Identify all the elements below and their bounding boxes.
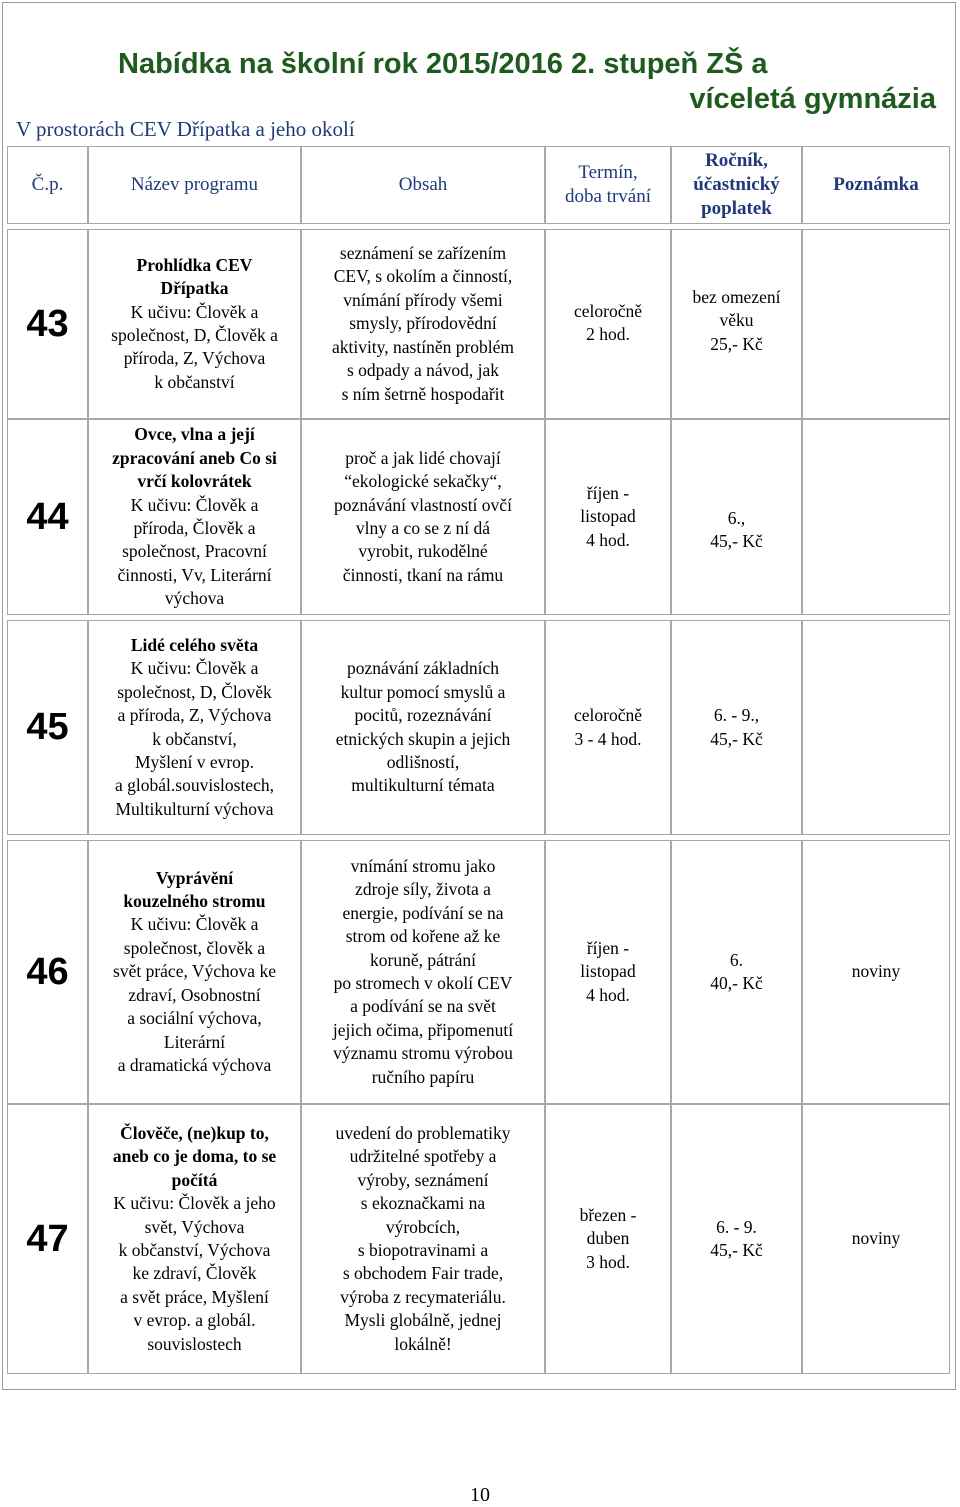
program-grade [689, 230, 785, 356]
text-line: Mysli globálně, jednej [344, 1310, 502, 1331]
text-line: K učivu: Člověk a [130, 658, 259, 679]
program-name [109, 1122, 280, 1356]
text-line: společnost, D, Člověk [117, 681, 272, 702]
text-line: březen - [579, 1204, 637, 1225]
cell-term [545, 840, 671, 1104]
cell-num [7, 1104, 88, 1374]
cell-name [88, 419, 301, 615]
col-header-term-text [565, 161, 651, 209]
cell-note [802, 620, 950, 835]
text-line: 3 - 4 hod. [574, 728, 642, 749]
program-grade [706, 420, 766, 554]
text-line: s ním šetrně hospodařit [341, 383, 505, 404]
text-line: seznámení se zařízením [339, 243, 507, 264]
text-line: s odpady a návod, jak [346, 360, 500, 381]
text-line: s obchodem Fair trade, [342, 1263, 504, 1284]
text-line: K učivu: Člověk a [130, 494, 259, 515]
text-line: svět, Výchova [144, 1216, 245, 1237]
text-line: zdroje síly, života a [355, 879, 491, 900]
text-line: 6. [729, 949, 744, 970]
text-line: výroba z recymateriálu. [340, 1286, 506, 1307]
text-line: činnosti, tkaní na rámu [342, 564, 504, 585]
text-line: CEV, s okolím a činností, [333, 266, 513, 287]
text-line: účastnický [693, 174, 780, 195]
text-line: počítá [171, 1169, 218, 1190]
text-line: vnímání stromu jako [350, 855, 496, 876]
text-line: 6. - 9. [716, 1216, 757, 1237]
text-line: významu stromu výrobou [333, 1043, 513, 1064]
program-grade [706, 1216, 766, 1263]
text-line: smysly, přírodovědní [349, 313, 497, 334]
text-line: poplatek [701, 198, 772, 219]
cell-grade [671, 1104, 802, 1374]
text-line: souvislostech [147, 1333, 242, 1354]
text-line: listopad [580, 506, 636, 527]
text-line: Ročník, [705, 150, 768, 171]
col-header-grade [671, 146, 802, 224]
text-line: proč a jak lidé chovají [345, 447, 501, 468]
text-line: kultur pomocí smyslů a [340, 681, 506, 702]
text-line: Lidé celého světa [130, 634, 259, 655]
text-line: poznávání základních [346, 658, 500, 679]
cell-num [7, 419, 88, 615]
program-number: 46 [26, 950, 69, 993]
cell-term [545, 229, 671, 419]
text-line: a dramatická výchova [117, 1054, 272, 1075]
text-line: 6. - 9., [713, 705, 760, 726]
text-line: kouzelného stromu [123, 891, 266, 912]
text-line: výrobcích, [385, 1216, 461, 1237]
cell-grade [671, 419, 802, 615]
text-line: Myšlení v evrop. [134, 751, 255, 772]
text-line: multikulturní témata [351, 775, 495, 796]
program-content [332, 657, 514, 797]
col-header-term [545, 146, 671, 224]
text-line: poznávání vlastností ovčí [334, 494, 512, 515]
cell-num [7, 840, 88, 1104]
cell-note [802, 840, 950, 1104]
program-number: 45 [26, 706, 69, 748]
text-line: lokálně! [394, 1333, 452, 1354]
text-line: příroda, Z, Výchova [123, 348, 266, 369]
program-content [330, 447, 516, 587]
text-line: ručního papíru [371, 1066, 475, 1087]
text-line: výroby, seznámení [357, 1169, 489, 1190]
program-grade [706, 704, 766, 751]
text-line: a příroda, Z, Výchova [117, 705, 272, 726]
text-line: Dřípatka [160, 278, 229, 299]
text-line: svět práce, Výchova ke [113, 961, 276, 982]
text-line: s biopotravinami a [357, 1240, 489, 1260]
text-line: a svět práce, Myšlení [120, 1286, 269, 1307]
text-line: strom od kořene až ke [345, 926, 501, 947]
text-line: uvedení do problematiky [335, 1122, 511, 1143]
cell-grade [671, 229, 802, 419]
text-line: 45,- Kč [710, 728, 763, 749]
cell-name [88, 620, 301, 835]
text-line: v evrop. a globál. [133, 1310, 256, 1331]
cell-name [88, 840, 301, 1104]
text-line: k občanství [154, 371, 235, 392]
text-line: k občanství, [152, 728, 237, 749]
cell-term [545, 620, 671, 835]
text-line: společnost, Pracovní [122, 541, 267, 562]
text-line: “ekologické sekačky“, [344, 471, 502, 492]
cell-content [301, 1104, 545, 1374]
cell-num [7, 620, 88, 835]
page-title-line2: víceletá gymnázia [689, 83, 936, 115]
text-line: noviny [851, 961, 901, 982]
text-line: celoročně [573, 301, 642, 321]
program-name [108, 423, 281, 610]
text-line: 25,- Kč [710, 333, 763, 354]
cell-note [802, 419, 950, 615]
text-line: Ovce, vlna a její [134, 424, 255, 445]
text-line: výchova [164, 588, 225, 609]
program-number: 44 [26, 495, 69, 538]
program-number: 47 [26, 1217, 69, 1260]
text-line: vrčí kolovrátek [137, 471, 252, 492]
text-line: ke zdraví, Člověk [132, 1263, 257, 1284]
text-line: s ekoznačkami na [360, 1193, 486, 1214]
program-content [328, 242, 518, 406]
text-line: koruně, pátrání [370, 949, 476, 970]
text-line: energie, podívání se na [342, 902, 504, 923]
program-term [576, 937, 639, 1007]
text-line: bez omezení [692, 287, 781, 307]
cell-note [802, 1104, 950, 1374]
cell-term [545, 419, 671, 615]
program-term [570, 230, 646, 347]
cell-name [88, 229, 301, 419]
program-name [107, 254, 282, 394]
text-line: 4 hod. [586, 984, 630, 1005]
cell-grade [671, 620, 802, 835]
text-line: odlišností, [386, 751, 460, 772]
program-note [848, 960, 905, 983]
text-line: příroda, Člověk a [133, 518, 256, 538]
text-line: věku [719, 310, 754, 331]
cell-content [301, 840, 545, 1104]
program-content [329, 855, 517, 1089]
text-line: udržitelné spotřeby a [349, 1146, 497, 1167]
program-grade [706, 949, 766, 996]
page-subtitle: V prostorách CEV Dřípatka a jeho okolí [16, 117, 355, 141]
text-line: Vyprávění [155, 867, 234, 888]
text-line: vyrobit, rukodělné [358, 541, 488, 562]
text-line: říjen - [586, 482, 630, 503]
text-line: 6., [727, 508, 746, 528]
col-header-note: Poznámka [802, 146, 950, 224]
text-line: jejich očima, připomenutí [332, 1019, 514, 1040]
text-line: a podívání se na svět [350, 996, 496, 1017]
col-header-grade-text [693, 149, 780, 221]
cell-name [88, 1104, 301, 1374]
text-line: noviny [851, 1228, 901, 1249]
text-line: 45,- Kč [710, 1240, 763, 1260]
text-line: činnosti, Vv, Literární [117, 564, 272, 585]
text-line: etnických skupin a jejich [335, 728, 511, 749]
text-line: listopad [580, 961, 636, 982]
text-line: 40,- Kč [710, 973, 763, 993]
cell-note [802, 229, 950, 419]
text-line: společnost, D, Člověk a [111, 325, 278, 345]
text-line: Literární [163, 1031, 226, 1052]
program-note [848, 1227, 905, 1250]
text-line: aneb co je doma, to se [112, 1146, 277, 1167]
col-header-cp: Č.p. [7, 146, 88, 224]
text-line: 3 hod. [586, 1251, 630, 1272]
text-line: a sociální výchova, [127, 1008, 262, 1029]
program-name [109, 867, 280, 1078]
text-line: Multikulturní výchova [115, 798, 274, 819]
text-line: 2 hod. [586, 324, 630, 345]
program-term [570, 704, 646, 751]
text-line: po stromech v okolí CEV [333, 973, 513, 993]
cell-content [301, 419, 545, 615]
page-number: 10 [470, 1484, 490, 1506]
text-line: doba trvání [564, 186, 651, 207]
text-line: duben [586, 1228, 630, 1249]
page-title: Nabídka na školní rok 2015/2016 2. stupeň ZŠ a [118, 48, 768, 80]
text-line: 45,- Kč [710, 531, 763, 552]
cell-term [545, 1104, 671, 1374]
cell-content [301, 229, 545, 419]
program-content [332, 1122, 515, 1356]
text-line: a globál.souvislostech, [115, 775, 274, 796]
col-header-content: Obsah [301, 146, 545, 224]
text-line: 4 hod. [586, 529, 630, 550]
text-line: Termín, [578, 162, 638, 183]
program-term [576, 482, 639, 552]
cell-grade [671, 840, 802, 1104]
text-line: K učivu: Člověk a [130, 301, 259, 322]
text-line: zdraví, Osobnostní [128, 984, 261, 1005]
text-line: aktivity, nastíněn problém [331, 336, 515, 357]
text-line: K učivu: Člověk a [130, 914, 259, 935]
program-term [576, 1204, 641, 1274]
text-line: Člověče, (ne)kup to, [120, 1122, 269, 1143]
text-line: říjen - [586, 937, 630, 958]
program-number: 43 [26, 302, 69, 345]
text-line: Prohlídka CEV [136, 254, 253, 275]
text-line: vlny a co se z ní dá [355, 518, 491, 538]
program-name [111, 634, 278, 821]
text-line: K učivu: Člověk a jeho [113, 1193, 276, 1214]
text-line: společnost, člověk a [123, 937, 266, 958]
cell-content [301, 620, 545, 835]
text-line: pocitů, rozeznávání [354, 705, 492, 726]
text-line: celoročně [573, 705, 642, 726]
text-line: zpracování aneb Co si [112, 447, 277, 468]
text-line: vnímání přírody všemi [343, 289, 503, 310]
col-header-name: Název programu [88, 146, 301, 224]
cell-num [7, 229, 88, 419]
text-line: k občanství, Výchova [118, 1240, 271, 1260]
